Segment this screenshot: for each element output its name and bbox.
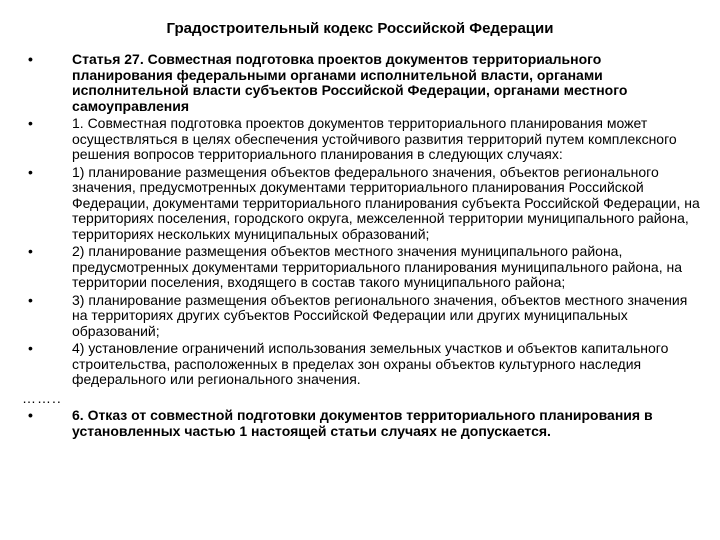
list-item — [22, 341, 702, 388]
bullet-icon: • — [28, 340, 33, 356]
list-item — [22, 293, 702, 340]
clause-6-text: 6. Отказ от совместной подготовки документов территориального планирования в установленных частью 1 настоящей статьи случаях не допускается. — [72, 407, 653, 439]
case-1-text: 1) планирование размещения объектов федерального значения, объектов регионального значения, предусмотренных документами территориального планирования Российской Федерации, документами территориального планирования субъекта Российской Федерации, на территориях поселения, городского округа, межселенной территории муниципального района, территориях нескольких муниципальных образований; — [72, 163, 700, 242]
bullet-icon: • — [28, 51, 33, 67]
article-content — [22, 52, 702, 441]
bullet-icon: • — [28, 163, 33, 180]
list-item — [22, 116, 702, 163]
case-4-text: 4) установление ограничений использования земельных участков и объектов капитального строительства, расположенных в пределах зон охраны объектов культурного наследия федерального или регионального значения. — [72, 340, 669, 387]
clause-1-text: 1. Совместная подготовка проектов документов территориального планирования может осуществляться в целях обеспечения устойчивого развития территорий путем комплексного решения вопросов территориального планирования в следующих случаях: — [72, 115, 677, 162]
case-2-text: 2) планирование размещения объектов местного значения муниципального района, предусмотренных документами территориального планирования муниципального района, на территории поселения, входящего в состав такого муниципального района; — [72, 243, 683, 290]
page-title: Градостроительный кодекс Российской Федерации — [166, 20, 554, 37]
bullet-icon: • — [28, 243, 33, 259]
bullet-icon: • — [28, 291, 33, 308]
article-heading: Статья 27. Совместная подготовка проектов документов территориального планирования федеральными органами исполнительной власти, органами исполнительной власти субъектов Российской Федерации, органами местного самоуправления — [72, 51, 628, 114]
bullet-icon: • — [28, 407, 33, 423]
bullet-icon: • — [28, 115, 33, 131]
ellipsis-divider: …….. — [22, 389, 62, 406]
list-item — [22, 165, 702, 243]
list-item — [22, 244, 702, 291]
case-3-text: 3) планирование размещения объектов регионального значения, объектов местного значения на территориях других субъектов Российской Федерации или других муниципальных образований; — [72, 291, 688, 339]
list-item — [22, 52, 702, 114]
list-item — [22, 408, 702, 439]
